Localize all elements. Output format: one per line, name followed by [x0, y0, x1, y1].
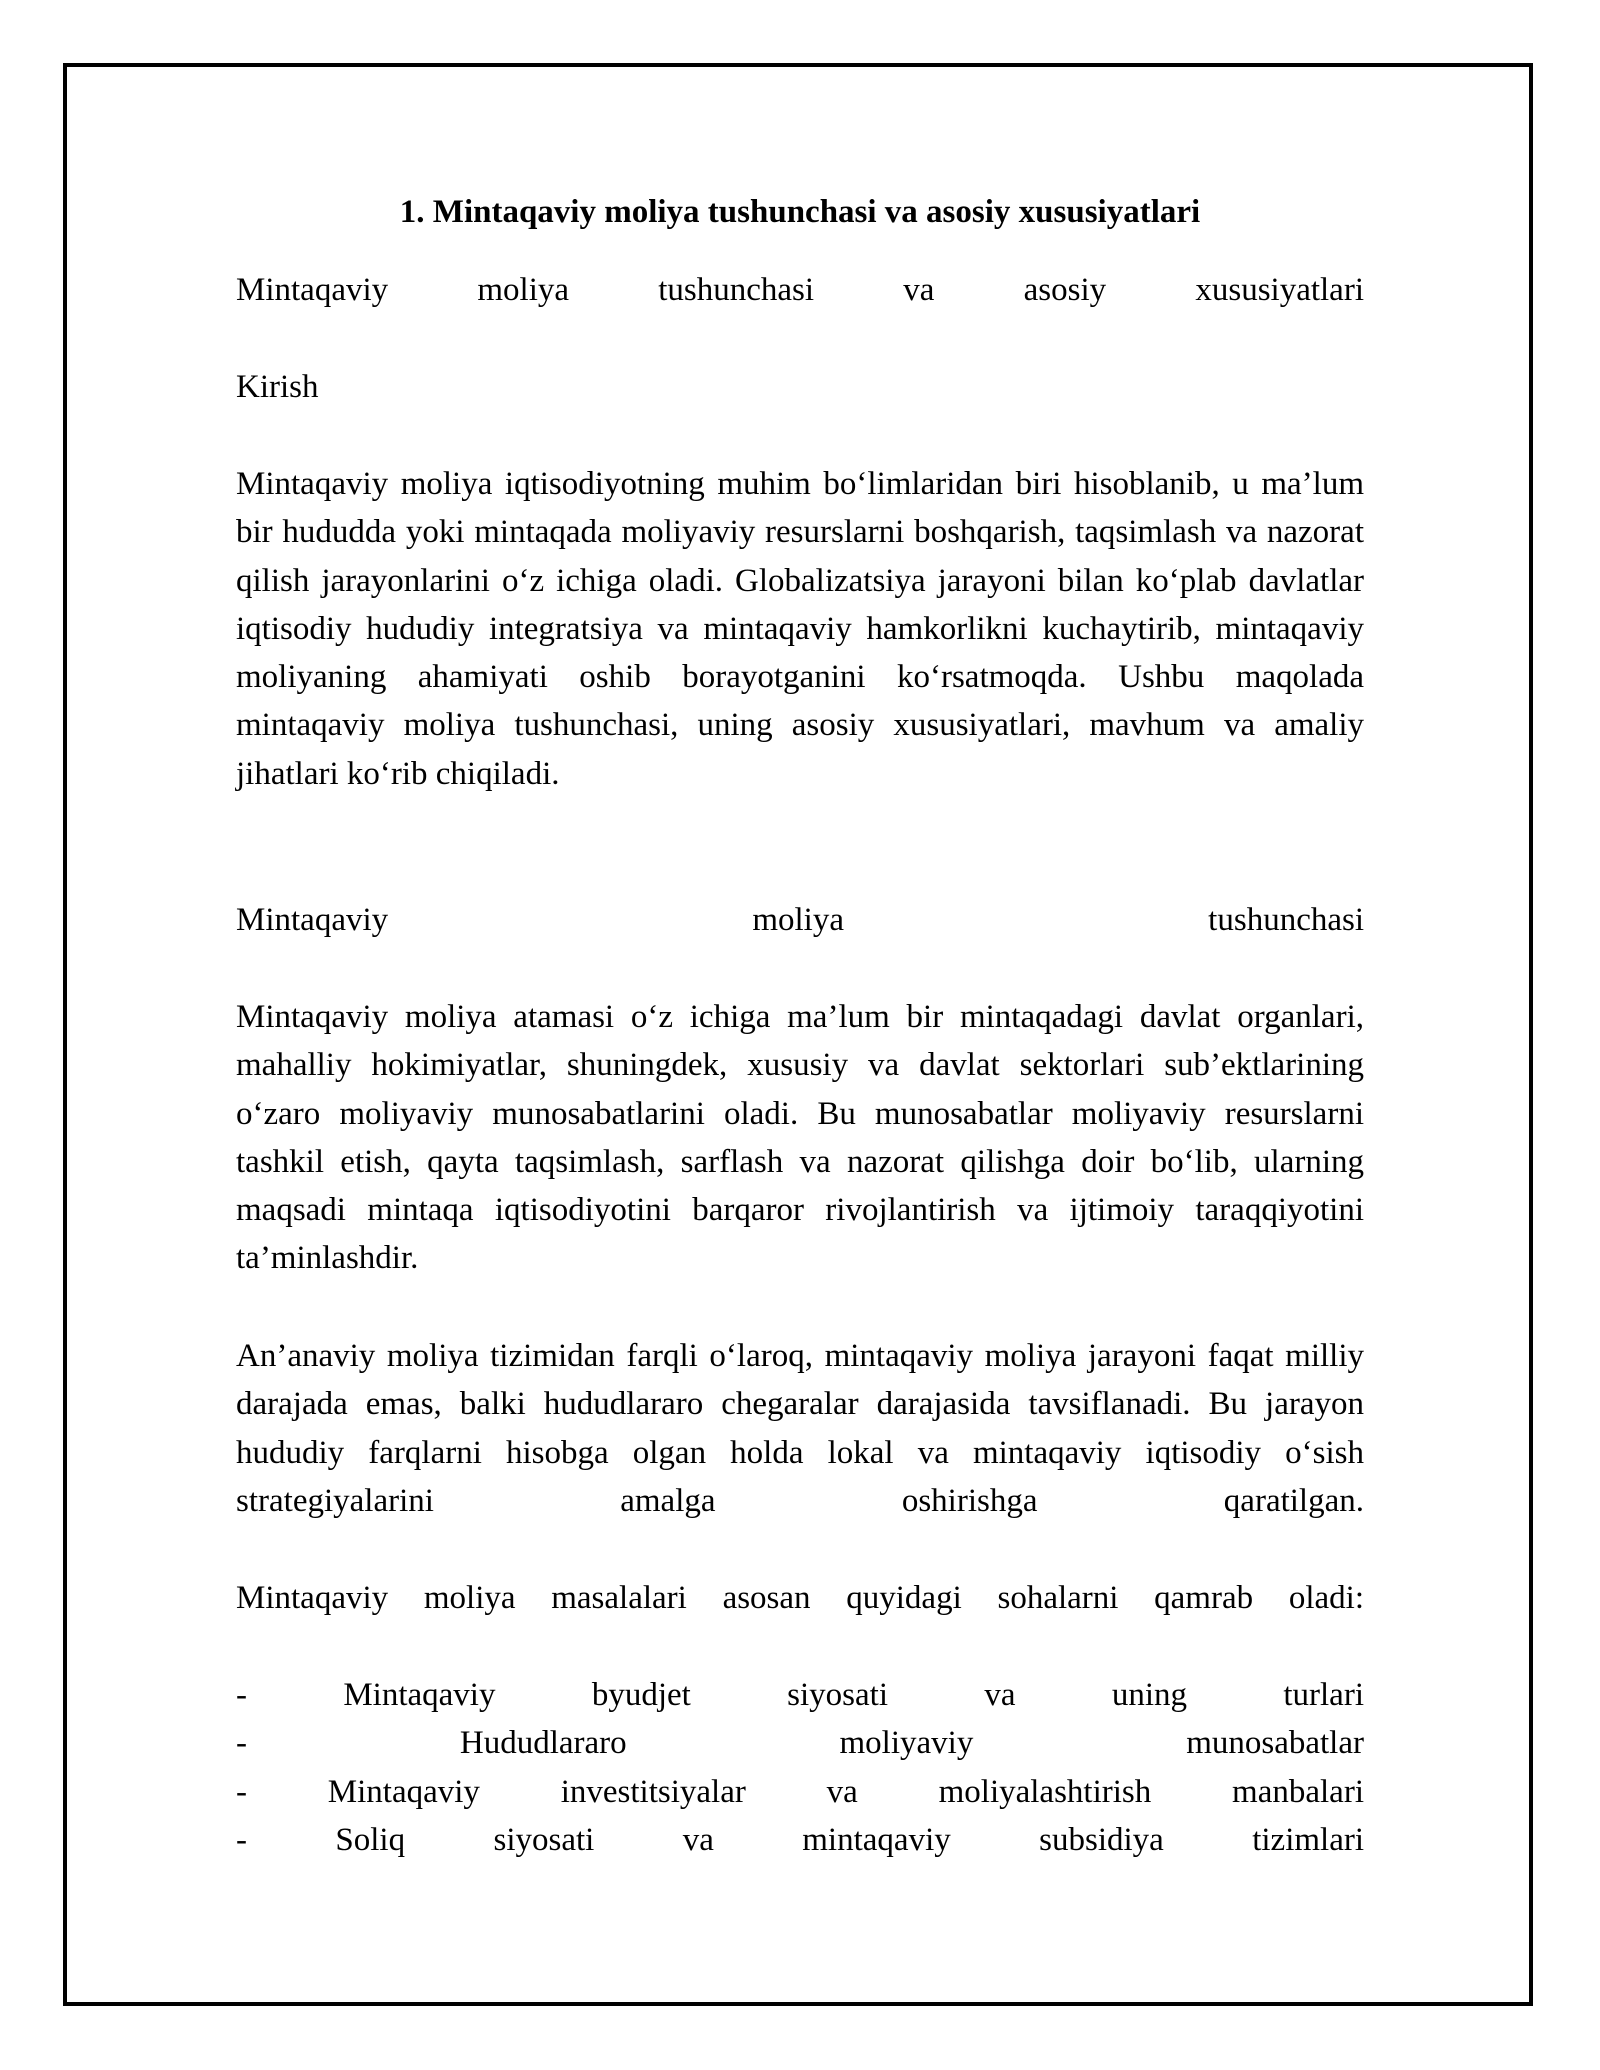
intro-heading: Kirish — [236, 369, 319, 405]
list-item: - Mintaqaviy byudjet siyosati va uning turlari — [236, 1677, 1364, 1713]
list-item: - Hududlararo moliyaviy munosabatlar — [236, 1725, 1364, 1762]
document-title: 1. Mintaqaviy moliya tushunchasi va asosiy xususiyatlari — [399, 194, 1201, 230]
intro-paragraph: Mintaqaviy moliya iqtisodiyotning muhim bo‘limlaridan biri hisoblanib, u ma’lum bir hududda yoki mintaqada moliyaviy resurslarni boshqarish, taqsimlash va nazorat qilish jarayonlarini o‘z ichiga oladi. Globalizatsiya jarayoni bilan ko‘plab davlatlar iqtisodiy hududiy integratsiya va mintaqaviy hamkorlikni kuchaytirib, mintaqaviy moliyaning ahamiyati oshib borayotganini ko‘rsatmoqda. Ushbu maqolada mintaqaviy moliya tushunchasi, uning asosiy xususiyatlari, mavhum va amaliy jihatlari ko‘rib chiqiladi. — [236, 466, 1364, 792]
document-subtitle: Mintaqaviy moliya tushunchasi va asosiy xususiyatlari — [236, 272, 1364, 308]
list-item: - Soliq siyosati va mintaqaviy subsidiya tizimlari — [236, 1821, 1364, 1858]
scope-intro: Mintaqaviy moliya masalalari asosan quyidagi sohalarni qamrab oladi: — [236, 1580, 1364, 1616]
difference-paragraph: An’anaviy moliya tizimidan farqli o‘laroq, mintaqaviy moliya jarayoni faqat milliy darajada emas, balki hududlararo chegaralar darajasida tavsiflanadi. Bu jarayon hududiy farqlarni hisobga olgan holda lokal va mintaqaviy iqtisodiy o‘sish strategiyalarini amalga oshirishga qaratilgan. — [236, 1338, 1364, 1519]
list-item: - Mintaqaviy investitsiyalar va moliyalashtirish manbalari — [236, 1773, 1364, 1810]
scope-list — [236, 1671, 1364, 1864]
concept-paragraph: Mintaqaviy moliya atamasi o‘z ichiga ma’lum bir mintaqadagi davlat organlari, mahalliy hokimiyatlar, shuningdek, xususiy va davlat sektorlari sub’ektlarining o‘zaro moliyaviy munosabatlarini oladi. Bu munosabatlar moliyaviy resurslarni tashkil etish, qayta taqsimlash, sarflash va nazorat qilishga doir bo‘lib, ularning maqsadi mintaqa iqtisodiyotini barqaror rivojlantirish va ijtimoiy taraqqiyotini ta’minlashdir. — [236, 999, 1364, 1277]
concept-heading: Mintaqaviy moliya tushunchasi — [236, 902, 1364, 938]
